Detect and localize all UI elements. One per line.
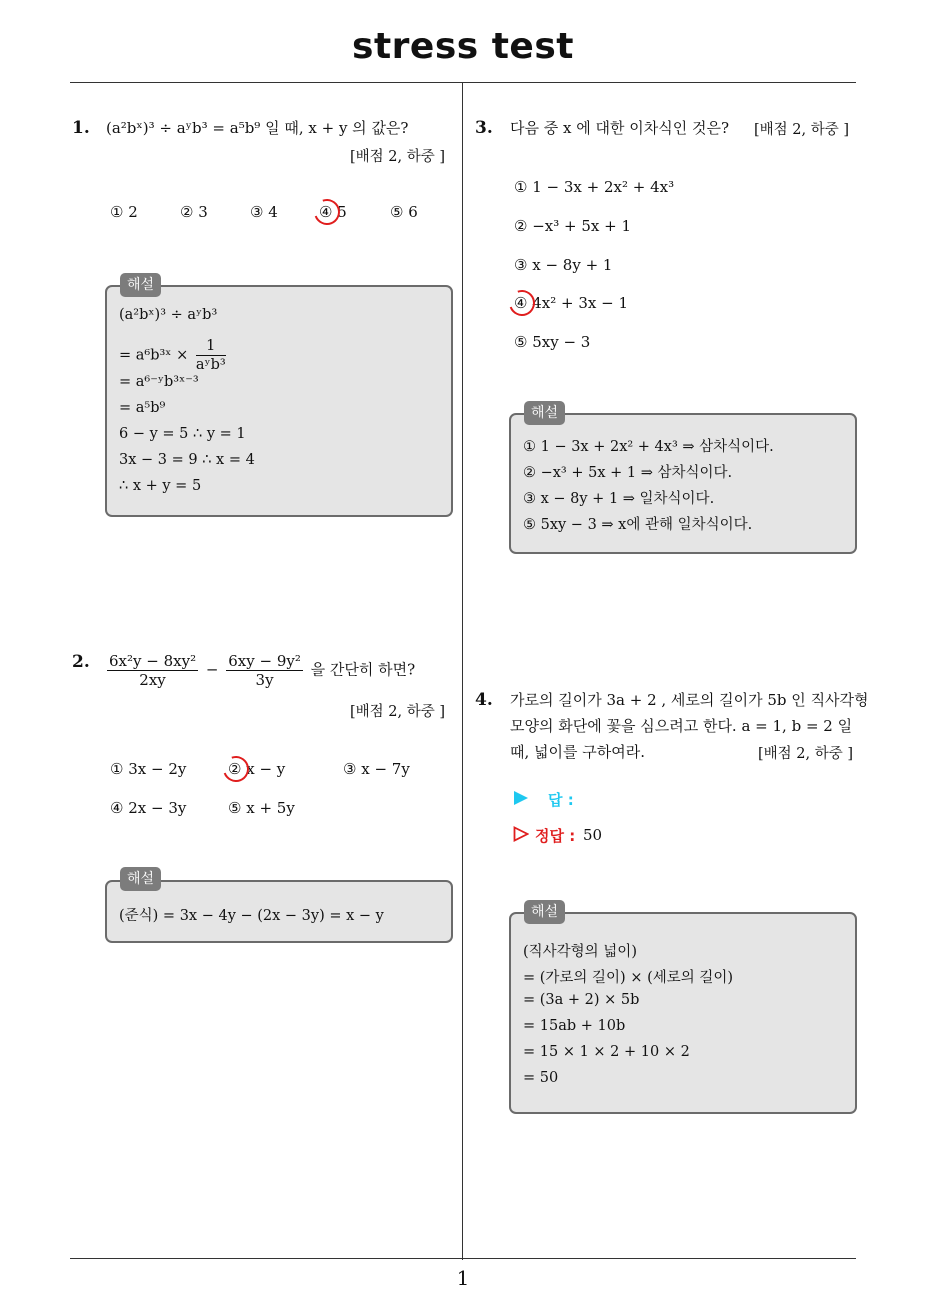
q3-solution-tag: 해설 <box>524 401 565 425</box>
page-title: stress test <box>352 26 574 67</box>
q1-choice-5[interactable]: ⑤ 6 <box>390 203 418 221</box>
fraction-numerator: 6xy − 9y² <box>228 652 301 670</box>
q2-text <box>104 652 415 689</box>
q2-number: 2. <box>72 652 90 672</box>
q4-sol-line: = (3a + 2) × 5b <box>523 992 640 1008</box>
q3-choice-4[interactable]: ④ 4x² + 3x − 1 <box>514 294 628 312</box>
answer-play-icon <box>513 790 529 806</box>
q1-choice-2[interactable]: ② 3 <box>180 203 208 221</box>
answer-mark-circle-icon <box>310 195 345 230</box>
q4-line-3: 때, 넓이를 구하여라. <box>510 743 645 761</box>
q2-score: [배점 2, 하중 ] <box>350 704 446 720</box>
q1-sol-fraction <box>196 337 226 374</box>
answer-label: 답 : <box>548 791 574 809</box>
q1-sol-line: (a²bˣ)³ ÷ aʸb³ <box>119 307 218 323</box>
q4-sol-line: = 50 <box>523 1070 559 1086</box>
fraction-numerator: 6x²y − 8xy² <box>109 652 197 670</box>
q3-solution-box <box>509 413 857 554</box>
q2-choice-4[interactable]: ④ 2x − 3y <box>110 799 187 817</box>
q4-sol-line: = 15 × 1 × 2 + 10 × 2 <box>523 1044 690 1060</box>
q1-choice-3[interactable]: ③ 4 <box>250 203 278 221</box>
q1-choice-1[interactable]: ① 2 <box>110 203 138 221</box>
q1-solution-box <box>105 285 453 517</box>
q3-text: 다음 중 x 에 대한 이차식인 것은? <box>510 119 729 137</box>
header-rule <box>70 82 856 83</box>
fraction-denominator: 2xy <box>139 671 166 689</box>
q4-solution-tag: 해설 <box>524 900 565 924</box>
q4-sol-line: = 15ab + 10b <box>523 1018 626 1034</box>
q4-number: 4. <box>475 690 493 710</box>
q2-choice-1[interactable]: ① 3x − 2y <box>110 760 187 778</box>
q3-sol-line: ⑤ 5xy − 3 ⇒ x에 관해 일차식이다. <box>523 517 753 533</box>
q1-score: [배점 2, 하중 ] <box>350 149 446 165</box>
fraction-denominator: 3y <box>255 671 274 689</box>
q4-line-1: 가로의 길이가 3a + 2 , 세로의 길이가 5b 인 직사각형 <box>510 691 869 709</box>
q1-number: 1. <box>72 118 90 138</box>
q3-choice-3[interactable]: ③ x − 8y + 1 <box>514 256 613 274</box>
q3-sol-line: ① 1 − 3x + 2x² + 4x³ ⇒ 삼차식이다. <box>523 439 774 455</box>
q3-score: [배점 2, 하중 ] <box>754 122 850 138</box>
page-number: 1 <box>456 1266 470 1290</box>
q1-sol-line: 6 − y = 5 ∴ y = 1 <box>119 426 246 442</box>
q3-sol-line: ③ x − 8y + 1 ⇒ 일차식이다. <box>523 491 715 507</box>
footer-rule <box>70 1258 856 1259</box>
answer-mark-circle-icon <box>505 286 540 321</box>
q4-line-2: 모양의 화단에 꽃을 심으려고 한다. a = 1, b = 2 일 <box>510 717 853 735</box>
q3-choice-2[interactable]: ② −x³ + 5x + 1 <box>514 217 632 235</box>
minus-sign: − <box>205 660 219 679</box>
q1-sol-line: ∴ x + y = 5 <box>119 478 202 494</box>
answer-mark-circle-icon <box>219 752 254 787</box>
q4-solution-box <box>509 912 857 1114</box>
fraction-numerator: 1 <box>196 337 226 356</box>
q1-sol-line: = a⁵b⁹ <box>119 400 166 416</box>
q3-choice-1[interactable]: ① 1 − 3x + 2x² + 4x³ <box>514 178 675 196</box>
q1-sol-line: = a⁶⁻ʸb³ˣ⁻³ <box>119 374 199 390</box>
correct-play-outline-icon <box>513 826 529 842</box>
q1-sol-line <box>119 337 229 374</box>
q1-choice-4[interactable]: ④ 5 <box>319 203 347 221</box>
q1-text: (a²bˣ)³ ÷ aʸb³ = a⁵b⁹ 일 때, x + y 의 값은? <box>106 119 409 137</box>
q2-fraction-1 <box>107 652 198 689</box>
q2-choice-3[interactable]: ③ x − 7y <box>343 760 410 778</box>
q4-sol-line: (직사각형의 넓이) <box>523 944 637 960</box>
q2-solution-tag: 해설 <box>120 867 161 891</box>
q1-sol-line: 3x − 3 = 9 ∴ x = 4 <box>119 452 255 468</box>
column-divider <box>462 82 463 1260</box>
q2-fraction-2 <box>226 652 303 689</box>
q1-solution-tag: 해설 <box>120 273 161 297</box>
q3-choice-5[interactable]: ⑤ 5xy − 3 <box>514 333 591 351</box>
q3-sol-line: ② −x³ + 5x + 1 ⇒ 삼차식이다. <box>523 465 733 481</box>
correct-answer-value: 50 <box>583 826 603 844</box>
q1-sol-text: = a⁶b³ˣ × <box>119 347 189 364</box>
q4-score: [배점 2, 하중 ] <box>758 746 854 762</box>
q2-choice-2[interactable]: ② x − y <box>228 760 286 778</box>
q4-sol-line: = (가로의 길이) × (세로의 길이) <box>523 970 734 986</box>
q2-sol-line: (준식) = 3x − 4y − (2x − 3y) = x − y <box>119 908 384 924</box>
q2-choice-5[interactable]: ⑤ x + 5y <box>228 799 295 817</box>
q3-number: 3. <box>475 118 493 138</box>
q2-prompt: 을 간단히 하면? <box>310 660 416 679</box>
correct-answer-label: 정답 : <box>535 827 576 845</box>
fraction-denominator: aʸb³ <box>195 357 226 373</box>
